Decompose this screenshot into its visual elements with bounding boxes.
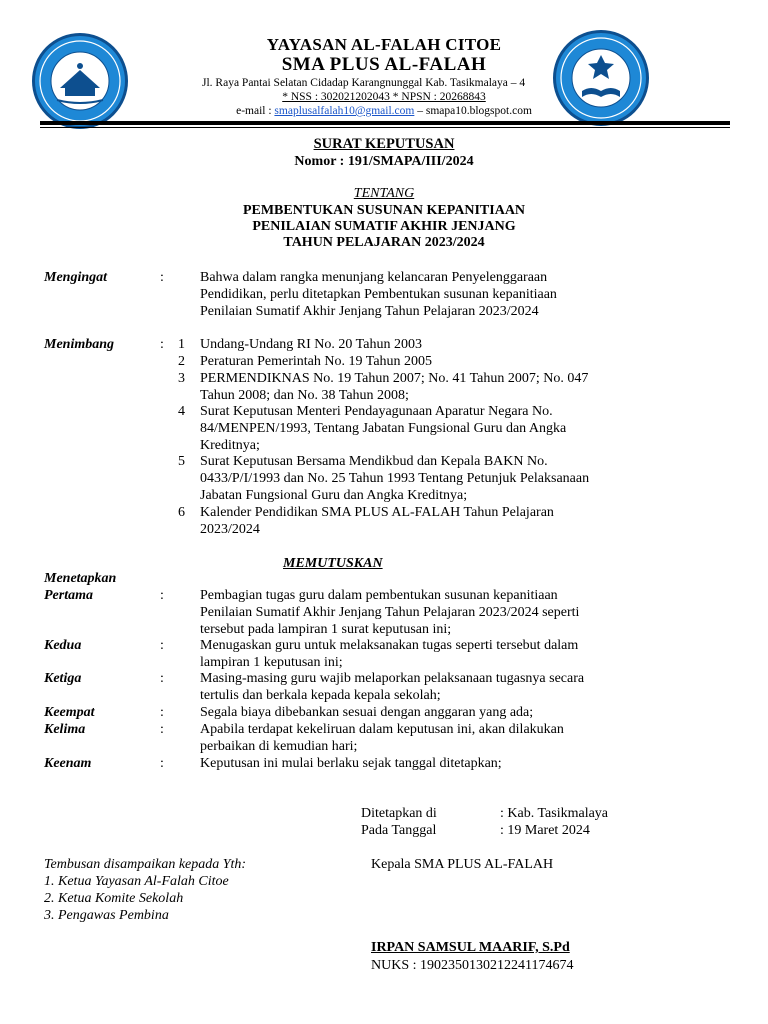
decision-colon: : [160,722,164,737]
decision-colon: : [160,588,164,603]
decision-text [200,722,632,756]
menimbang-line: 2023/2024 [200,521,260,537]
signer-position: Kepala SMA PLUS AL-FALAH [371,857,554,872]
subject-line-1: PEMBENTUKAN SUSUNAN KEPANITIAAN [242,203,526,218]
tentang-label: TENTANG [353,186,415,201]
menimbang-num: 1 [178,337,185,352]
decision-label: Keempat [44,705,95,720]
email-prefix: e-mail : [236,105,275,117]
menimbang-line: Peraturan Pemerintah No. 19 Tahun 2005 [200,354,433,369]
tanggal-label: Pada Tanggal [361,823,437,838]
decision-line: Penilaian Sumatif Akhir Jenjang Tahun Pelajaran 2023/2024 seperti [200,604,580,620]
decision-text [200,756,632,773]
menimbang-num: 2 [178,354,185,369]
menimbang-num: 3 [178,371,185,386]
menimbang-num: 4 [178,404,185,419]
decision-line: Menugaskan guru untuk melaksanakan tugas seperti tersebut dalam [200,638,579,653]
menimbang-line: 84/MENPEN/1993, Tentang Jabatan Fungsional Guru dan Angka [200,420,567,436]
decision-label: Ketiga [44,671,82,686]
menimbang-line: Kalender Pendidikan SMA PLUS AL-FALAH Tahun Pelajaran [200,505,554,520]
menimbang-colon: : [160,337,164,352]
menetapkan-label: Menetapkan [44,571,117,586]
decision-line: Masing-masing guru wajib melaporkan pelaksanaan tugasnya secara [200,671,585,686]
school-address: Jl. Raya Pantai Selatan Cidadap Karangnunggal Kab. Tasikmalaya – 4 [202,77,526,89]
ditetapkan-value: : Kab. Tasikmalaya [500,806,609,821]
decision-colon: : [160,756,164,771]
header-rule-thin [40,127,730,128]
menimbang-line: Jabatan Fungsional Guru dan Angka Kreditnya; [200,487,468,503]
menimbang-line: 0433/P/I/1993 dan No. 25 Tahun 1993 Tentang Petunjuk Pelaksanaan [200,470,590,486]
decision-text [200,671,632,705]
mengingat-line: Bahwa dalam rangka menunjang kelancaran Penyelenggaraan [200,270,548,285]
decision-label: Kedua [44,638,82,653]
decision-line: Pembagian tugas guru dalam pembentukan susunan kepanitiaan [200,588,558,603]
menimbang-item [200,354,632,371]
decision-label: Kelima [44,722,86,737]
decision-colon: : [160,671,164,686]
document-title: SURAT KEPUTUSAN [313,136,455,152]
decision-line: lampiran 1 keputusan ini; [200,654,343,670]
menimbang-line: Tahun 2008; dan No. 38 Tahun 2008; [200,387,409,403]
blog-text: – smapa10.blogspot.com [414,105,532,117]
menimbang-item [200,505,632,539]
menimbang-line: Surat Keputusan Menteri Pendayagunaan Aparatur Negara No. [200,404,553,419]
signer-name: IRPAN SAMSUL MAARIF, S.Pd [371,940,570,955]
decision-line: tertulis dan berkala kepada kepala sekolah; [200,687,441,703]
decision-line: perbaikan di kemudian hari; [200,738,358,754]
decision-text [200,705,632,722]
tembusan-item: 3. Pengawas Pembina [44,908,169,923]
mengingat-text [200,270,632,320]
nss-npsn: * NSS : 302021202043 * NPSN : 20268843 [282,91,486,103]
menimbang-item [200,371,632,405]
subject-line-3: TAHUN PELAJARAN 2023/2024 [283,235,485,250]
tembusan-heading: Tembusan disampaikan kepada Yth: [44,857,247,872]
ditetapkan-label: Ditetapkan di [361,806,437,821]
menimbang-item [200,337,632,354]
decision-text [200,638,632,672]
tembusan-item: 2. Ketua Komite Sekolah [44,891,184,906]
signer-nuks: NUKS : 1902350130212241174674 [371,958,574,973]
menimbang-num: 5 [178,454,185,469]
decision-line: tersebut pada lampiran 1 surat keputusan ini; [200,621,452,637]
menimbang-item [200,404,632,454]
contact-line [0,105,768,117]
menimbang-label: Menimbang [44,337,115,352]
email-link[interactable]: smaplusalfalah10@gmail.com [274,105,415,117]
tembusan-item: 1. Ketua Yayasan Al-Falah Citoe [44,874,229,889]
subject-line-2: PENILAIAN SUMATIF AKHIR JENJANG [252,219,516,234]
decision-line: Apabila terdapat kekeliruan dalam keputusan ini, akan dilakukan [200,722,564,737]
mengingat-line: Pendidikan, perlu ditetapkan Pembentukan susunan kepanitiaan [200,286,557,302]
memutuskan-heading: MEMUTUSKAN [283,556,383,571]
decision-label: Keenam [44,756,92,771]
menimbang-item [200,454,632,504]
decision-text [200,588,632,638]
menimbang-line: Undang-Undang RI No. 20 Tahun 2003 [200,337,422,352]
mengingat-label: Mengingat [44,270,108,285]
header-rule-thick [40,121,730,125]
menimbang-line: PERMENDIKNAS No. 19 Tahun 2007; No. 41 Tahun 2007; No. 047 [200,371,589,386]
decision-colon: : [160,705,164,720]
document-number: Nomor : 191/SMAPA/III/2024 [294,154,474,169]
decision-line: Segala biaya dibebankan sesuai dengan anggaran yang ada; [200,705,534,720]
tanggal-value: : 19 Maret 2024 [500,823,590,838]
decision-line: Keputusan ini mulai berlaku sejak tanggal ditetapkan; [200,756,502,771]
menimbang-line: Kreditnya; [200,437,260,453]
menimbang-line: Surat Keputusan Bersama Mendikbud dan Kepala BAKN No. [200,454,548,469]
foundation-name: YAYASAN AL-FALAH CITOE [266,35,502,54]
mengingat-colon: : [160,270,164,285]
decision-colon: : [160,638,164,653]
mengingat-line: Penilaian Sumatif Akhir Jenjang Tahun Pelajaran 2023/2024 [200,303,539,319]
menimbang-num: 6 [178,505,185,520]
school-name: SMA PLUS AL-FALAH [281,54,487,75]
decision-label: Pertama [44,588,93,603]
